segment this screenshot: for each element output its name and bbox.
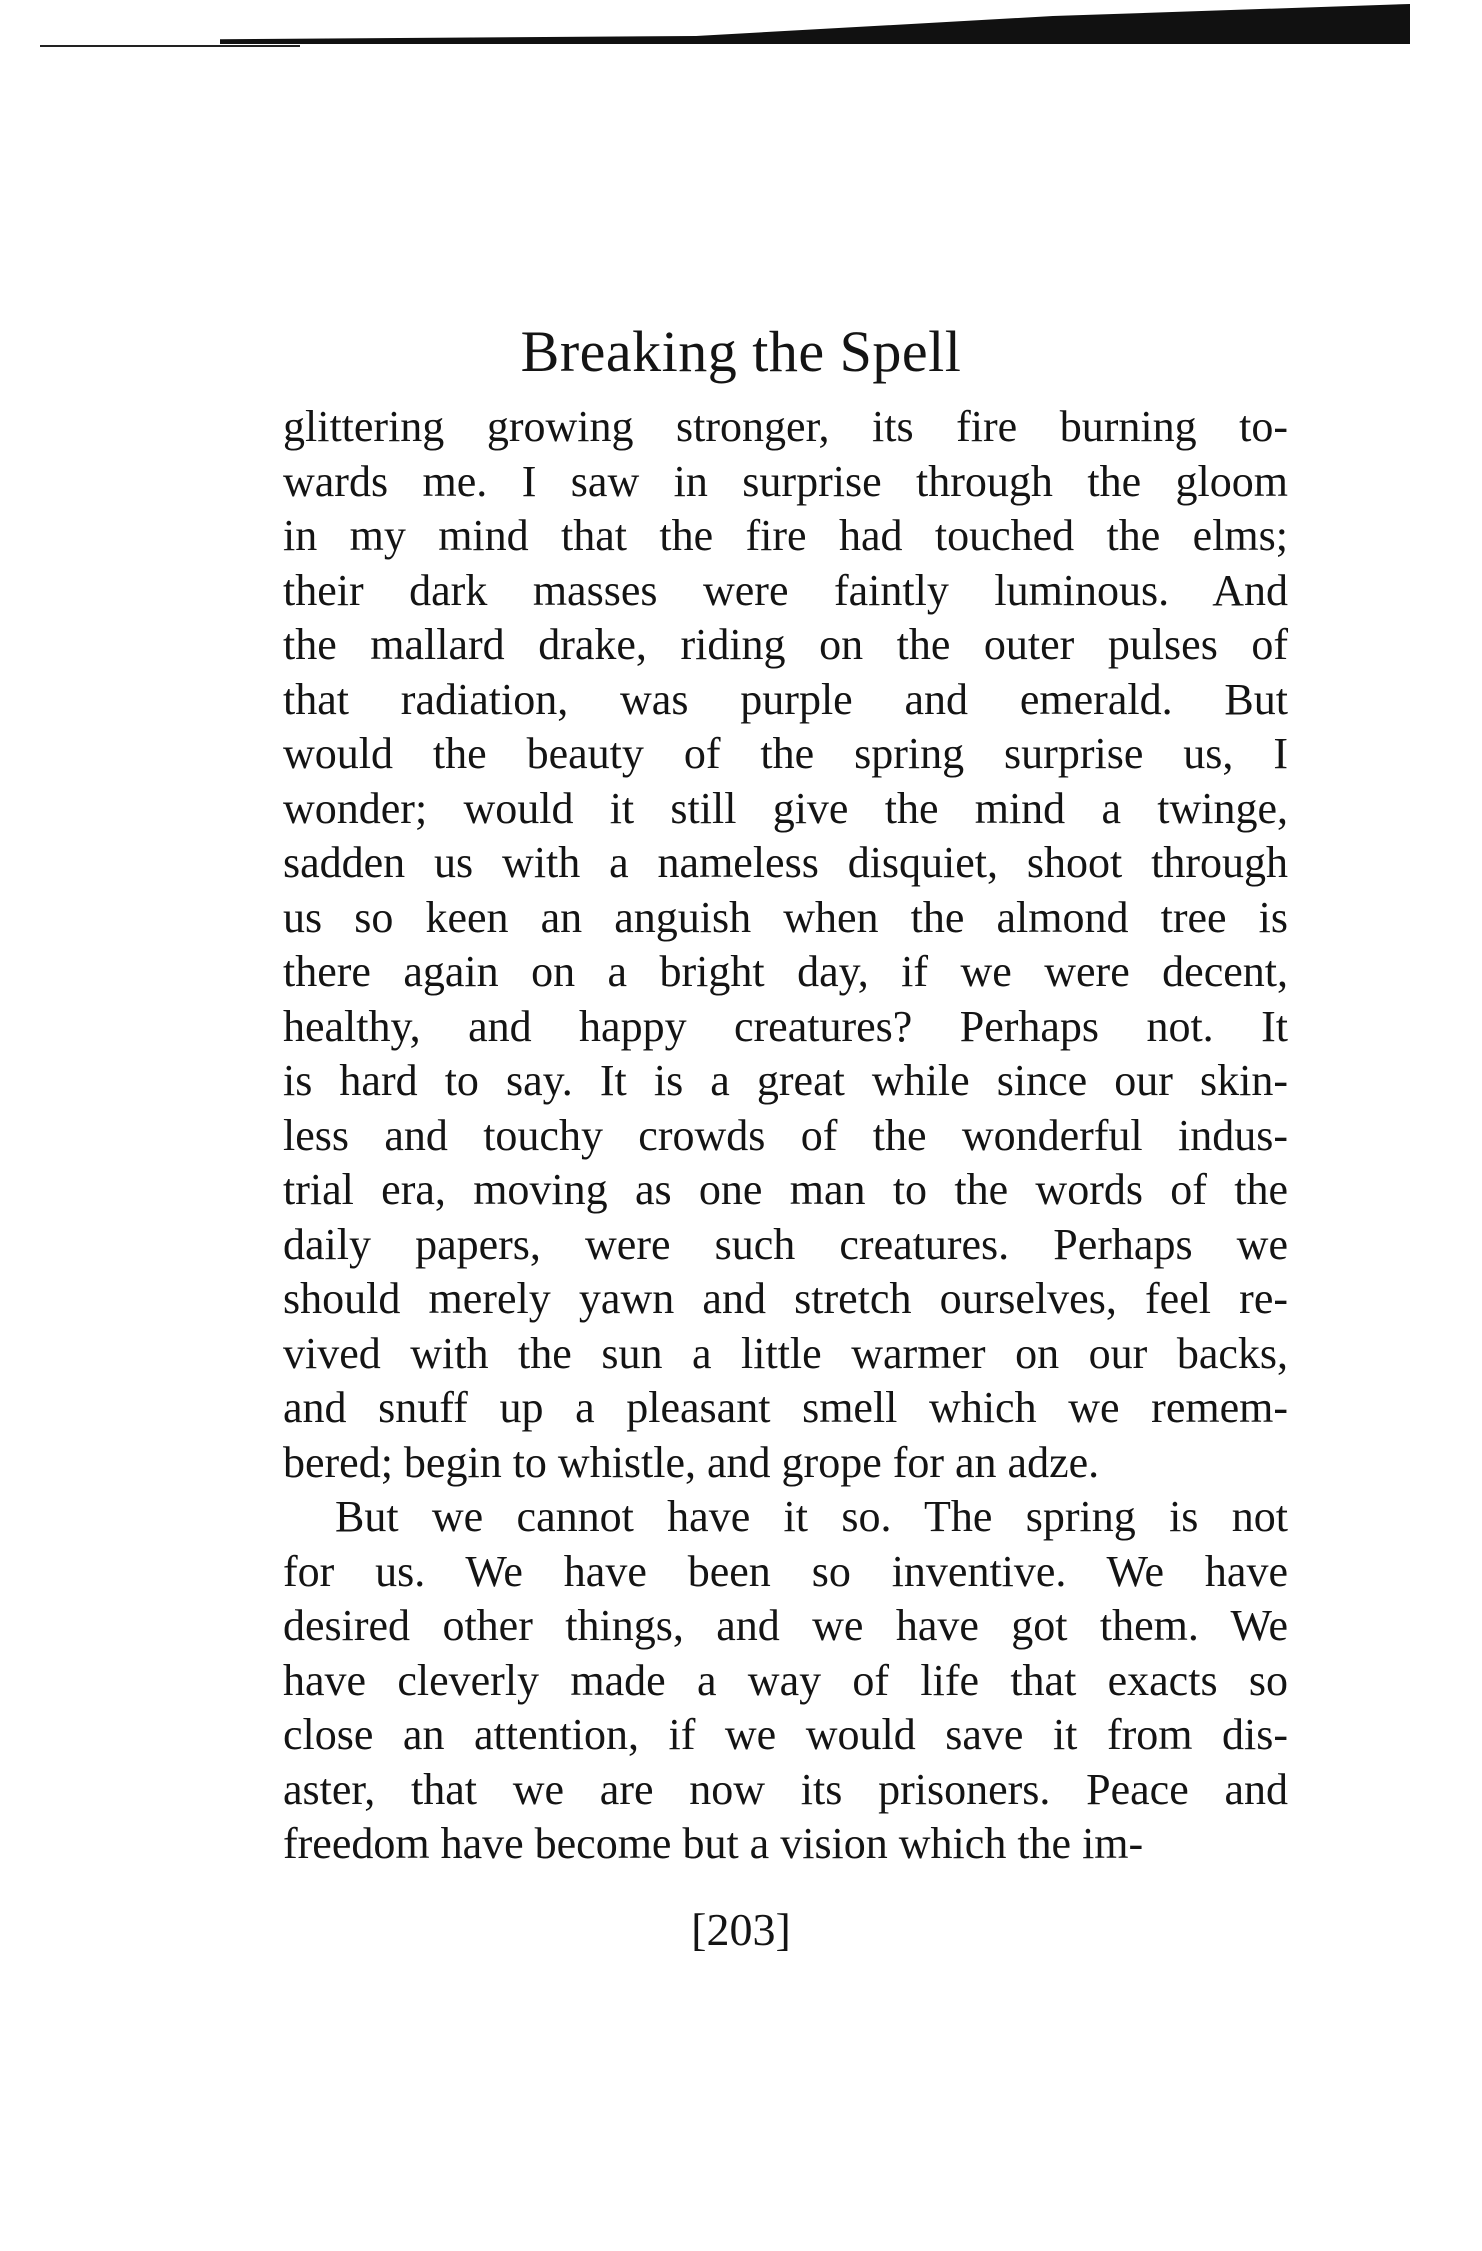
text-line: that radiation, was purple and emerald. But — [283, 674, 1288, 724]
text-line: But we cannot have it so. The spring is not — [335, 1492, 1288, 1541]
running-head: Breaking the Spell — [520, 319, 962, 384]
text-line: sadden us with a nameless disquiet, shoot through — [283, 838, 1288, 887]
text-line: daily papers, were such creatures. Perhaps we — [283, 1219, 1288, 1269]
text-line: bered; begin to whistle, and grope for an adze. — [283, 1437, 1100, 1487]
text-line: for us. We have been so inventive. We have — [283, 1546, 1288, 1596]
top-edge-bar — [220, 4, 1410, 44]
text-line: their dark masses were faintly luminous. And — [283, 565, 1288, 615]
text-line: trial era, moving as one man to the words of the — [283, 1165, 1288, 1214]
text-line: in my mind that the fire had touched the elms; — [283, 511, 1288, 560]
top-edge-thin-line — [40, 45, 300, 47]
body-text — [283, 400, 1288, 1872]
text-line: less and touchy crowds of the wonderful indus- — [283, 1110, 1288, 1160]
text-line: the mallard drake, riding on the outer pulses of — [283, 620, 1288, 669]
text-line: and snuff up a pleasant smell which we remem- — [283, 1383, 1288, 1432]
text-line: wonder; would it still give the mind a twinge, — [283, 783, 1288, 833]
text-line: glittering growing stronger, its fire burning to- — [283, 402, 1288, 451]
text-line: us so keen an anguish when the almond tree is — [283, 892, 1288, 942]
text-line: vived with the sun a little warmer on our backs, — [283, 1328, 1288, 1378]
paragraph — [283, 400, 1288, 1490]
paragraph — [283, 1490, 1288, 1872]
text-line: there again on a bright day, if we were decent, — [283, 947, 1288, 996]
text-line: desired other things, and we have got them. We — [283, 1601, 1288, 1650]
text-line: would the beauty of the spring surprise us, I — [283, 729, 1288, 778]
text-line: close an attention, if we would save it from dis- — [283, 1710, 1288, 1759]
text-line: healthy, and happy creatures? Perhaps not. It — [283, 1001, 1288, 1051]
text-line: wards me. I saw in surprise through the gloom — [283, 456, 1288, 506]
text-line: freedom have become but a vision which the im- — [283, 1819, 1144, 1868]
text-line: should merely yawn and stretch ourselves, feel re- — [283, 1274, 1288, 1323]
text-line: is hard to say. It is a great while since our skin- — [283, 1056, 1288, 1105]
top-edge-rule — [40, 0, 1410, 52]
text-line: have cleverly made a way of life that exacts so — [283, 1655, 1288, 1705]
text-line: aster, that we are now its prisoners. Peace and — [283, 1764, 1288, 1814]
page-number: [203] — [691, 1904, 791, 1955]
